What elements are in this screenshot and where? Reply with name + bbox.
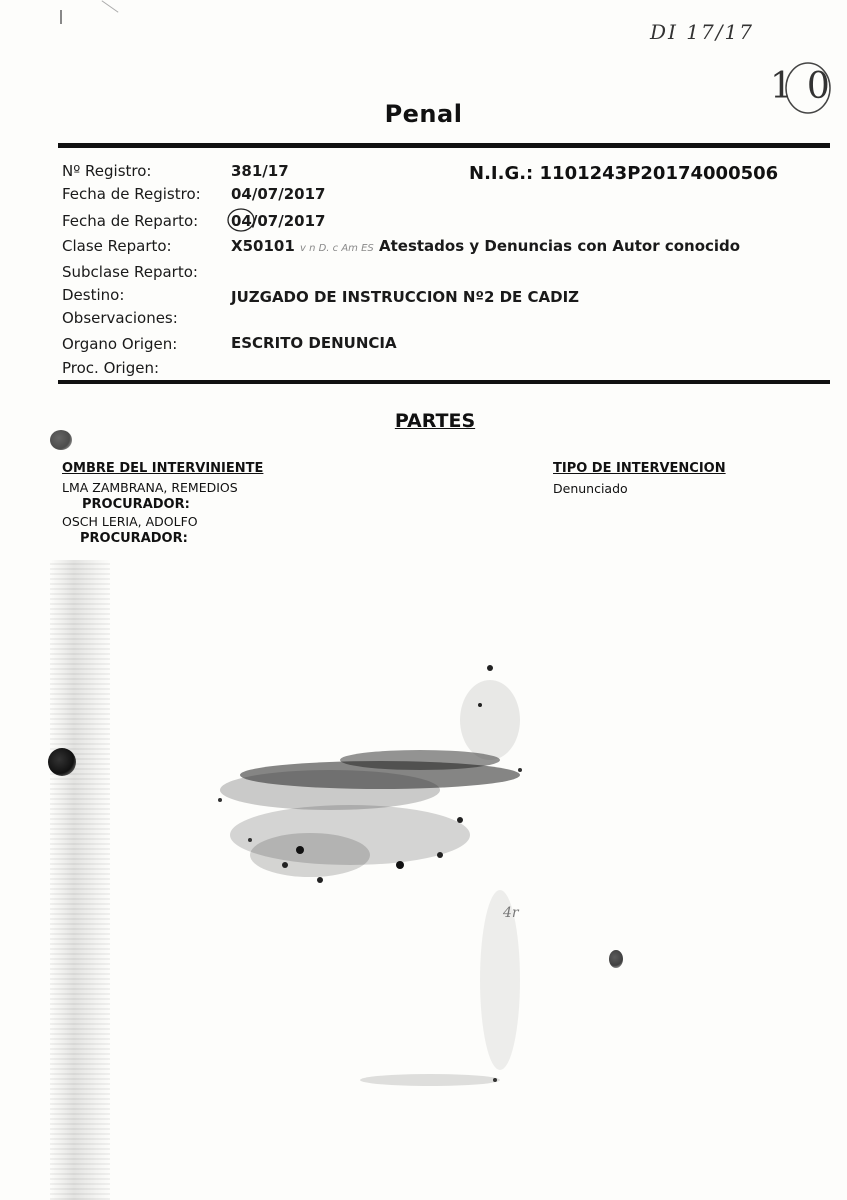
punch-hole-mark (50, 430, 72, 450)
party-name: LMA ZAMBRANA, REMEDIOS (62, 480, 238, 495)
nig-label: N.I.G.: (469, 163, 534, 184)
destino-value: JUZGADO DE INSTRUCCION Nº2 DE CADIZ (231, 288, 580, 306)
party-name: OSCH LERIA, ADOLFO (62, 514, 198, 529)
corner-mark (102, 0, 119, 12)
scan-edge-shadow (50, 560, 110, 1200)
procurador-label: PROCURADOR: (82, 497, 190, 512)
fecha-registro-value: 04/07/2017 (231, 185, 326, 203)
ink-dot (609, 950, 623, 968)
punch-hole-mark (48, 748, 76, 776)
partes-heading: PARTES (394, 410, 476, 432)
registro-value: 381/17 (231, 162, 289, 180)
clase-reparto-handwritten: v n D. c Am ES (299, 243, 374, 254)
party-tipo: Denunciado (553, 481, 628, 496)
organo-origen-label: Organo Origen: (62, 335, 178, 353)
clase-reparto-description: Atestados y Denuncias con Autor conocido (379, 237, 741, 255)
fecha-registro-label: Fecha de Registro: (62, 185, 201, 203)
scan-scribble: 4r (503, 905, 519, 921)
clase-reparto-label: Clase Reparto: (62, 237, 172, 255)
col-nombre-header: OMBRE DEL INTERVINIENTE (62, 461, 264, 476)
procurador-label: PROCURADOR: (80, 531, 188, 546)
observaciones-label: Observaciones: (62, 309, 178, 327)
destino-label: Destino: (62, 286, 125, 304)
clase-reparto-code: X50101 (231, 237, 295, 255)
fecha-reparto-label: Fecha de Reparto: (62, 212, 199, 230)
col-tipo-header: TIPO DE INTERVENCION (553, 461, 726, 476)
proc-origen-label: Proc. Origen: (62, 359, 160, 377)
scan-smudge-image (190, 650, 610, 1110)
clase-reparto-value (231, 237, 740, 255)
nig-field (469, 163, 778, 184)
nig-value: 1101243P20174000506 (539, 163, 779, 184)
circled-day-icon (226, 206, 258, 234)
page-title: Penal (384, 100, 463, 128)
corner-mark (60, 10, 62, 24)
organo-origen-value: ESCRITO DENUNCIA (231, 334, 397, 352)
registro-label: Nº Registro: (62, 162, 152, 180)
top-divider (58, 143, 830, 148)
bottom-divider (58, 380, 830, 384)
fecha-reparto-value: 04/07/2017 (231, 212, 326, 230)
page-number-text: 10 (770, 66, 844, 107)
subclase-reparto-label: Subclase Reparto: (62, 263, 198, 281)
case-annotation: DI 17/17 (650, 20, 754, 44)
